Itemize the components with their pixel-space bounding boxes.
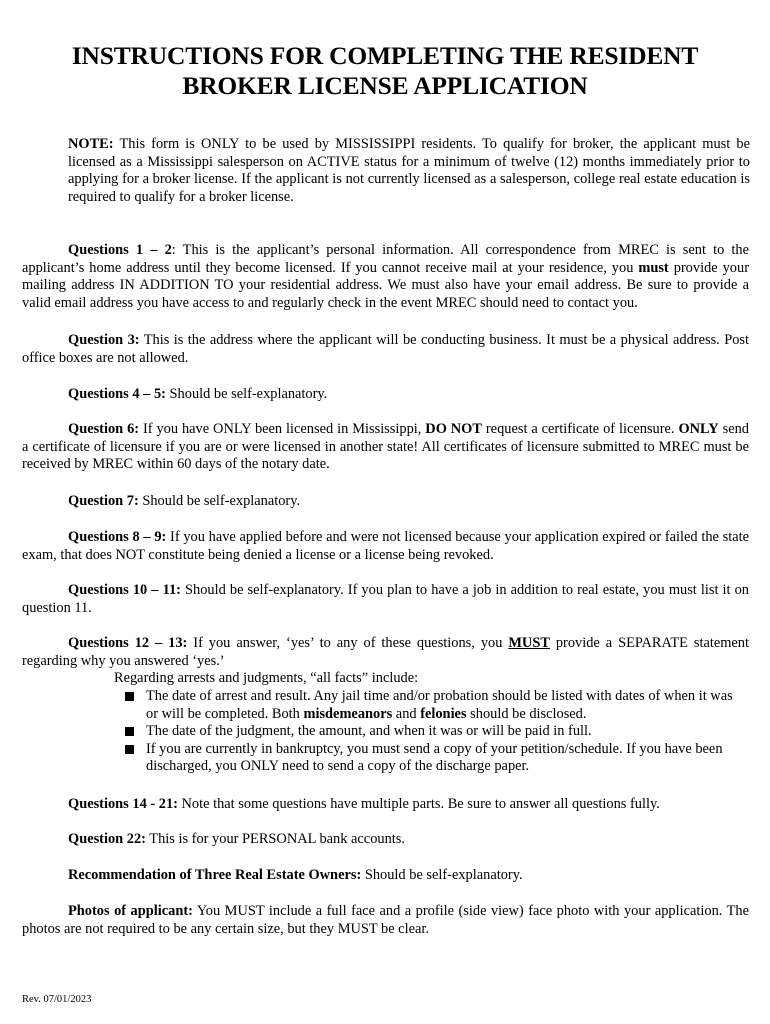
questions-1-2-emphasis: must [638,259,669,276]
question-7-label: Question 7: [68,493,139,509]
photos-text: You MUST include a full face and a profile (side view) face photo with your application. The photos are not required to be any certain size, but they MUST be clear. [22,903,749,937]
question-6-paragraph [22,421,749,474]
facts-bullet-list [124,688,736,776]
questions-1-2-text-a: : This is the applicant’s personal information. All correspondence from MREC is sent to the applicant’s home address until they become licensed. If you cannot receive mail at your residence, you [22,242,750,276]
questions-4-5-text: Should be self-explanatory. [165,386,328,402]
note-paragraph [68,136,750,206]
list-item [124,688,736,723]
questions-1-2-text-b: provide your mailing address IN ADDITION TO your residential address. We must also have your email address. Be sure to provide a valid email address you have access to and regularly check in the event MREC should need to contact you. [22,259,749,311]
square-bullet-icon [125,727,134,736]
photos-paragraph [22,903,749,938]
question-6-text-b: request a certificate of licensure. [481,421,679,437]
questions-8-9-text: If you have applied before and were not licensed because your application expired or failed the state exam, that does NOT constitute being denied a license or a license being revoked. [22,529,749,563]
title-line-2: BROKER LICENSE APPLICATION [182,71,588,100]
document-title [20,41,750,101]
question-3-paragraph [22,332,749,367]
question-7-text: Should be self-explanatory. [138,493,301,509]
list-item [124,741,736,776]
square-bullet-icon [125,692,134,701]
question-3-label: Question 3: [68,332,140,348]
question-6-label: Question 6: [68,421,140,437]
questions-8-9-label: Questions 8 – 9: [68,529,167,545]
bullet-2-text: The date of the judgment, the amount, and when it was or will be paid in full. [146,723,592,740]
photos-label: Photos of applicant: [68,903,193,919]
recommendation-paragraph [22,867,749,885]
arrests-subheading: Regarding arrests and judgments, “all facts” include: [114,670,419,686]
question-6-emphasis-2: ONLY [678,421,719,437]
questions-1-2-paragraph [22,242,749,312]
question-7-paragraph [22,493,749,511]
question-6-text-a: If you have ONLY been licensed in Mississippi, [139,421,426,437]
questions-14-21-label: Questions 14 - 21: [68,796,178,812]
question-6-text-c: send a certificate of licensure if you are or were licensed in another state! All certificates of licensure submitted to MREC must be received by MREC within 60 days of the notary date. [22,421,749,473]
question-22-paragraph [22,831,749,849]
bullet-1-emphasis-1: misdemeanors [303,705,393,722]
questions-12-13-emphasis: MUST [508,635,550,651]
square-bullet-icon [125,745,134,754]
questions-10-11-paragraph [22,582,749,617]
bullet-1-emphasis-2: felonies [420,705,467,722]
questions-1-2-label: Questions 1 – 2 [68,242,172,258]
recommendation-label: Recommendation of Three Real Estate Owners: [68,867,362,883]
questions-4-5-label: Questions 4 – 5: [68,386,166,402]
questions-8-9-paragraph [22,529,749,564]
questions-12-13-paragraph [22,635,749,670]
bullet-3-text: If you are currently in bankruptcy, you must send a copy of your petition/schedule. If you have been discharged, you ONLY need to send a copy of the discharge paper. [146,740,723,775]
bullet-1-text-e: should be disclosed. [466,705,587,722]
questions-10-11-text: Should be self-explanatory. If you plan to have a job in addition to real estate, you must list it on question 11. [22,582,749,616]
recommendation-text: Should be self-explanatory. [361,867,523,883]
questions-4-5-paragraph [22,386,749,404]
note-label: NOTE: [68,136,114,152]
note-text: This form is ONLY to be used by MISSISSIPPI residents. To qualify for broker, the applicant must be licensed as a Mississippi salesperson on ACTIVE status for a minimum of twelve (12) months immediately prior to applying for a broker license. If the applicant is not currently licensed as a salesperson, college real estate education is required to qualify for a broker license. [68,136,750,205]
question-3-text: This is the address where the applicant will be conducting business. It must be a physical address. Post office boxes are not allowed. [22,332,749,366]
questions-12-13-text-a: If you answer, ‘yes’ to any of these questions, you [187,635,509,651]
bullet-1-text-a: The date of arrest and result. Any jail time and/or probation should be listed with dates of when it was or will be completed. Both [146,688,733,722]
questions-12-13-label: Questions 12 – 13: [68,635,188,651]
question-6-emphasis-1: DO NOT [425,421,482,437]
questions-14-21-paragraph [22,796,749,814]
question-22-text: This is for your PERSONAL bank accounts. [145,831,405,847]
title-line-1: INSTRUCTIONS FOR COMPLETING THE RESIDENT [71,41,699,70]
questions-10-11-label: Questions 10 – 11: [68,582,181,598]
revision-date: Rev. 07/01/2023 [22,994,92,1005]
list-item [124,723,736,741]
questions-14-21-text: Note that some questions have multiple parts. Be sure to answer all questions fully. [177,796,660,812]
question-22-label: Question 22: [68,831,146,847]
bullet-1-text-c: and [392,705,421,722]
questions-12-13-text-b: provide a SEPARATE statement regarding why you answered ‘yes.’ [22,635,749,669]
